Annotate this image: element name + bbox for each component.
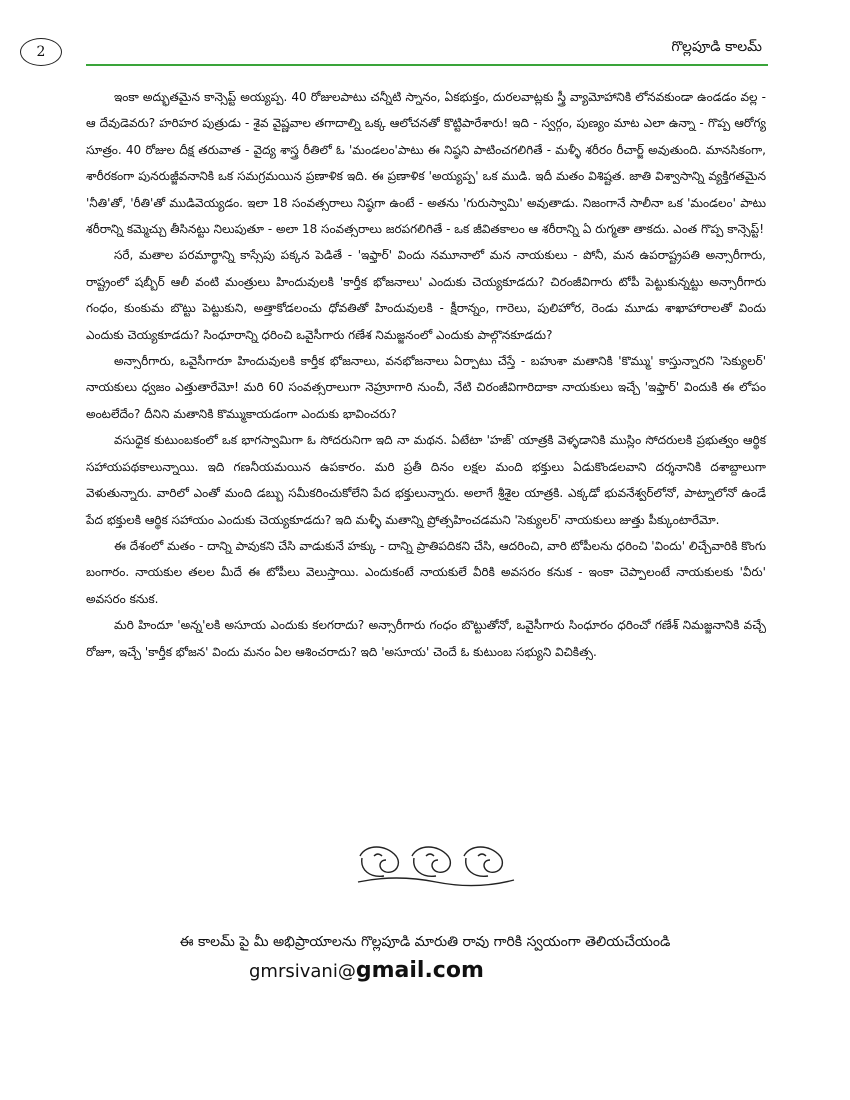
feedback-note: ఈ కాలమ్ పై మీ అభిప్రాయాలను గొల్లపూడి మారుతి రావు గారికి స్వయంగా తెలియచేయండి (179, 934, 671, 950)
paragraph: ఈ దేశంలో మతం - దాన్ని పావుకని చేసి వాడుకునే హక్కు - దాన్ని ప్రాతిపదికని చేసి, ఆదరించి, వారి టోపీలను ధరించి 'విందు' లిచ్చేవారికి కొంగు బంగారం. నాయకుల తలల మీదే ఈ టోపీలు వెలుస్తాయి. ఎందుకంటే నాయకులే వీరికి అవసరం కనుక - ఇంకా చెప్పాలంటే నాయకులకు 'వీరు' అవసరం కనుక. (86, 538, 766, 606)
paragraph: అన్సారీగారు, ఒవైసీగారూ హిందువులకి కార్తీక భోజనాలు, వనభోజనాలు ఏర్పాటు చేస్తే - బహుశా మతానికి 'కొమ్ము' కాస్తున్నారని 'సెక్యులర్' నాయకులు ధ్వజం ఎత్తుతారేమో! మరి 60 సంవత్సరాలుగా నెహ్రూగారి నుంచీ, నేటి చిరంజీవిగారిదాకా నాయకులు ఇచ్చే 'ఇఫ్తార్' విందుకి ఈ లోపం అంటలేదేం? దీనిని మతానికి కొమ్ముకాయడంగా ఎందుకు భావించరు? (86, 354, 766, 421)
paragraph: సరే, మతాల పరమార్థాన్ని కాస్సేపు పక్కన పెడితే - 'ఇఫ్తార్' విందు నమూనాలో మన నాయకులు - పోనీ, మన ఉపరాష్ట్రపతి అన్సారీగారు, రాష్ట్రంలో షబ్బీర్ ఆలీ వంటి మంత్రులు హిందువులకి 'కార్తీక భోజనాలు' ఎందుకు చెయ్యకూడదు? చిరంజీవిగారు టోపీ పెట్టుకున్నట్టు అన్సారీగారు గంధం, కుంకుమ బొట్టు పెట్టుకుని, అత్తాకోడలంచు ధోవతితో హిందువులకి - క్షీరాన్నం, గారెలు, పులిహోర, రెండు మూడు శాఖాహారాలతో విందు ఎందుకు చెయ్యకూడదు? సింధూరాన్ని ధరించి ఒవైసీగారు గణేశ నిమజ్జనంలో ఎందుకు పాల్గొనకూడదు? (86, 248, 766, 342)
paragraph: ఇంకా అద్భుతమైన కాన్సెప్ట్ అయ్యప్ప. 40 రోజులపాటు చన్నీటి స్నానం, ఏకభుక్తం, దురలవాట్లకు స్త్రీ వ్యామోహానికి లోనవకుండా ఉండడం వల్ల - ఆ దేవుడెవరు? హరిహర పుత్రుడు - శైవ వైష్ణవాల తగాదాల్ని ఒక్క ఆలోచనతో కొట్టిపారేశారు! ఇది - స్వర్గం, పుణ్యం మాట ఎలా ఉన్నా - గొప్ప ఆరోగ్య సూత్రం. 40 రోజుల దీక్ష తరువాత - వైద్య శాస్త్ర రీతిలో ఓ 'మండలం'పాటు ఈ నిష్ఠని పాటించగలిగితే - మళ్ళీ శరీరం రీచార్జ్ అవుతుంది. మానసికంగా, శారీరకంగా పునరుజ్జీవనానికి ఒక సమగ్రమయిన ప్రణాళిక ఇది. ఈ ప్రణాళిక 'అయ్యప్ప' ఒక ముడి. ఇదీ మతం విశిష్టత. జాతి విశ్వాసాన్ని వ్యక్తిగతమైన 'నీతి'తో, 'రీతి'తో ముడివెయ్యడం. ఇలా 18 సంవత్సరాలు నిష్ఠగా ఉంటే - అతను 'గురుస్వామి' అవుతాడు. నిజంగానే సాలీనా ఒక 'మండలం' పాటు శరీరాన్ని కమ్మెచ్చు తీసినట్టు నిలుపుతూ - అలా 18 సంవత్సరాలు జరపగలిగితే - ఒక జీవితకాలం ఆ శరీరాన్ని ఏ రుగ్మతా తాకదు. ఎంత గొప్ప కాన్సెప్ట్! (86, 90, 766, 237)
article-body (86, 84, 766, 665)
column-title: గొల్లపూడి కాలమ్ (671, 39, 762, 55)
email-user: gmrsivani@ (249, 961, 356, 982)
paragraph: మరి హిందూ 'అన్న'లకి అసూయ ఎందుకు కలగరాదు? అన్సారీగారు గంధం బొట్టుతోనో, ఒవైసీగారు సింధూరం ధరించో గణేశ్ నిమజ్జనానికి వచ్చే రోజూ, ఇచ్చే 'కార్తీక భోజన' విందు మనం ఏల ఆశించరాదు? ఇది 'అసూయ' చెందే ఓ కుటుంబ సభ్యుని విచికిత్స. (86, 618, 766, 659)
page-number: 2 (20, 38, 62, 66)
paragraph: వసుధైక కుటుంబకంలో ఒక భాగస్వామిగా ఓ సోదరునిగా ఇది నా మథన. ఏటేటా 'హజ్' యాత్రకి వెళ్ళడానికి ముస్లిం సోదరులకి ప్రభుత్వం ఆర్థిక సహాయపథకాలున్నాయి. ఇది గణనీయమయిన ఉపకారం. మరి ప్రతీ దినం లక్షల మంది భక్తులు ఏడుకొండలవాని దర్శనానికి దశాబ్దాలుగా వెళుతున్నారు. వారిలో ఎంతో మంది డబ్బు సమీకరించుకోలేని పేద భక్తులున్నారు. అలాగే శ్రీశైల యాత్రకి. ఎక్కడో భువనేశ్వర్‌లోనో, పాట్నాలోనో ఉండే పేద భక్తులకి ఆర్థిక సహాయం ఎందుకు చెయ్యకూడదు? ఇది మళ్ళీ మతాన్ని ప్రోత్సహించడమని 'సెక్యులర్' నాయకులు జుత్తు పీక్కుంటారేమో. (86, 433, 766, 527)
end-ornament-icon (356, 842, 516, 888)
contact-email[interactable] (249, 958, 484, 983)
email-domain: gmail.com (355, 958, 484, 983)
header-divider (86, 64, 768, 66)
